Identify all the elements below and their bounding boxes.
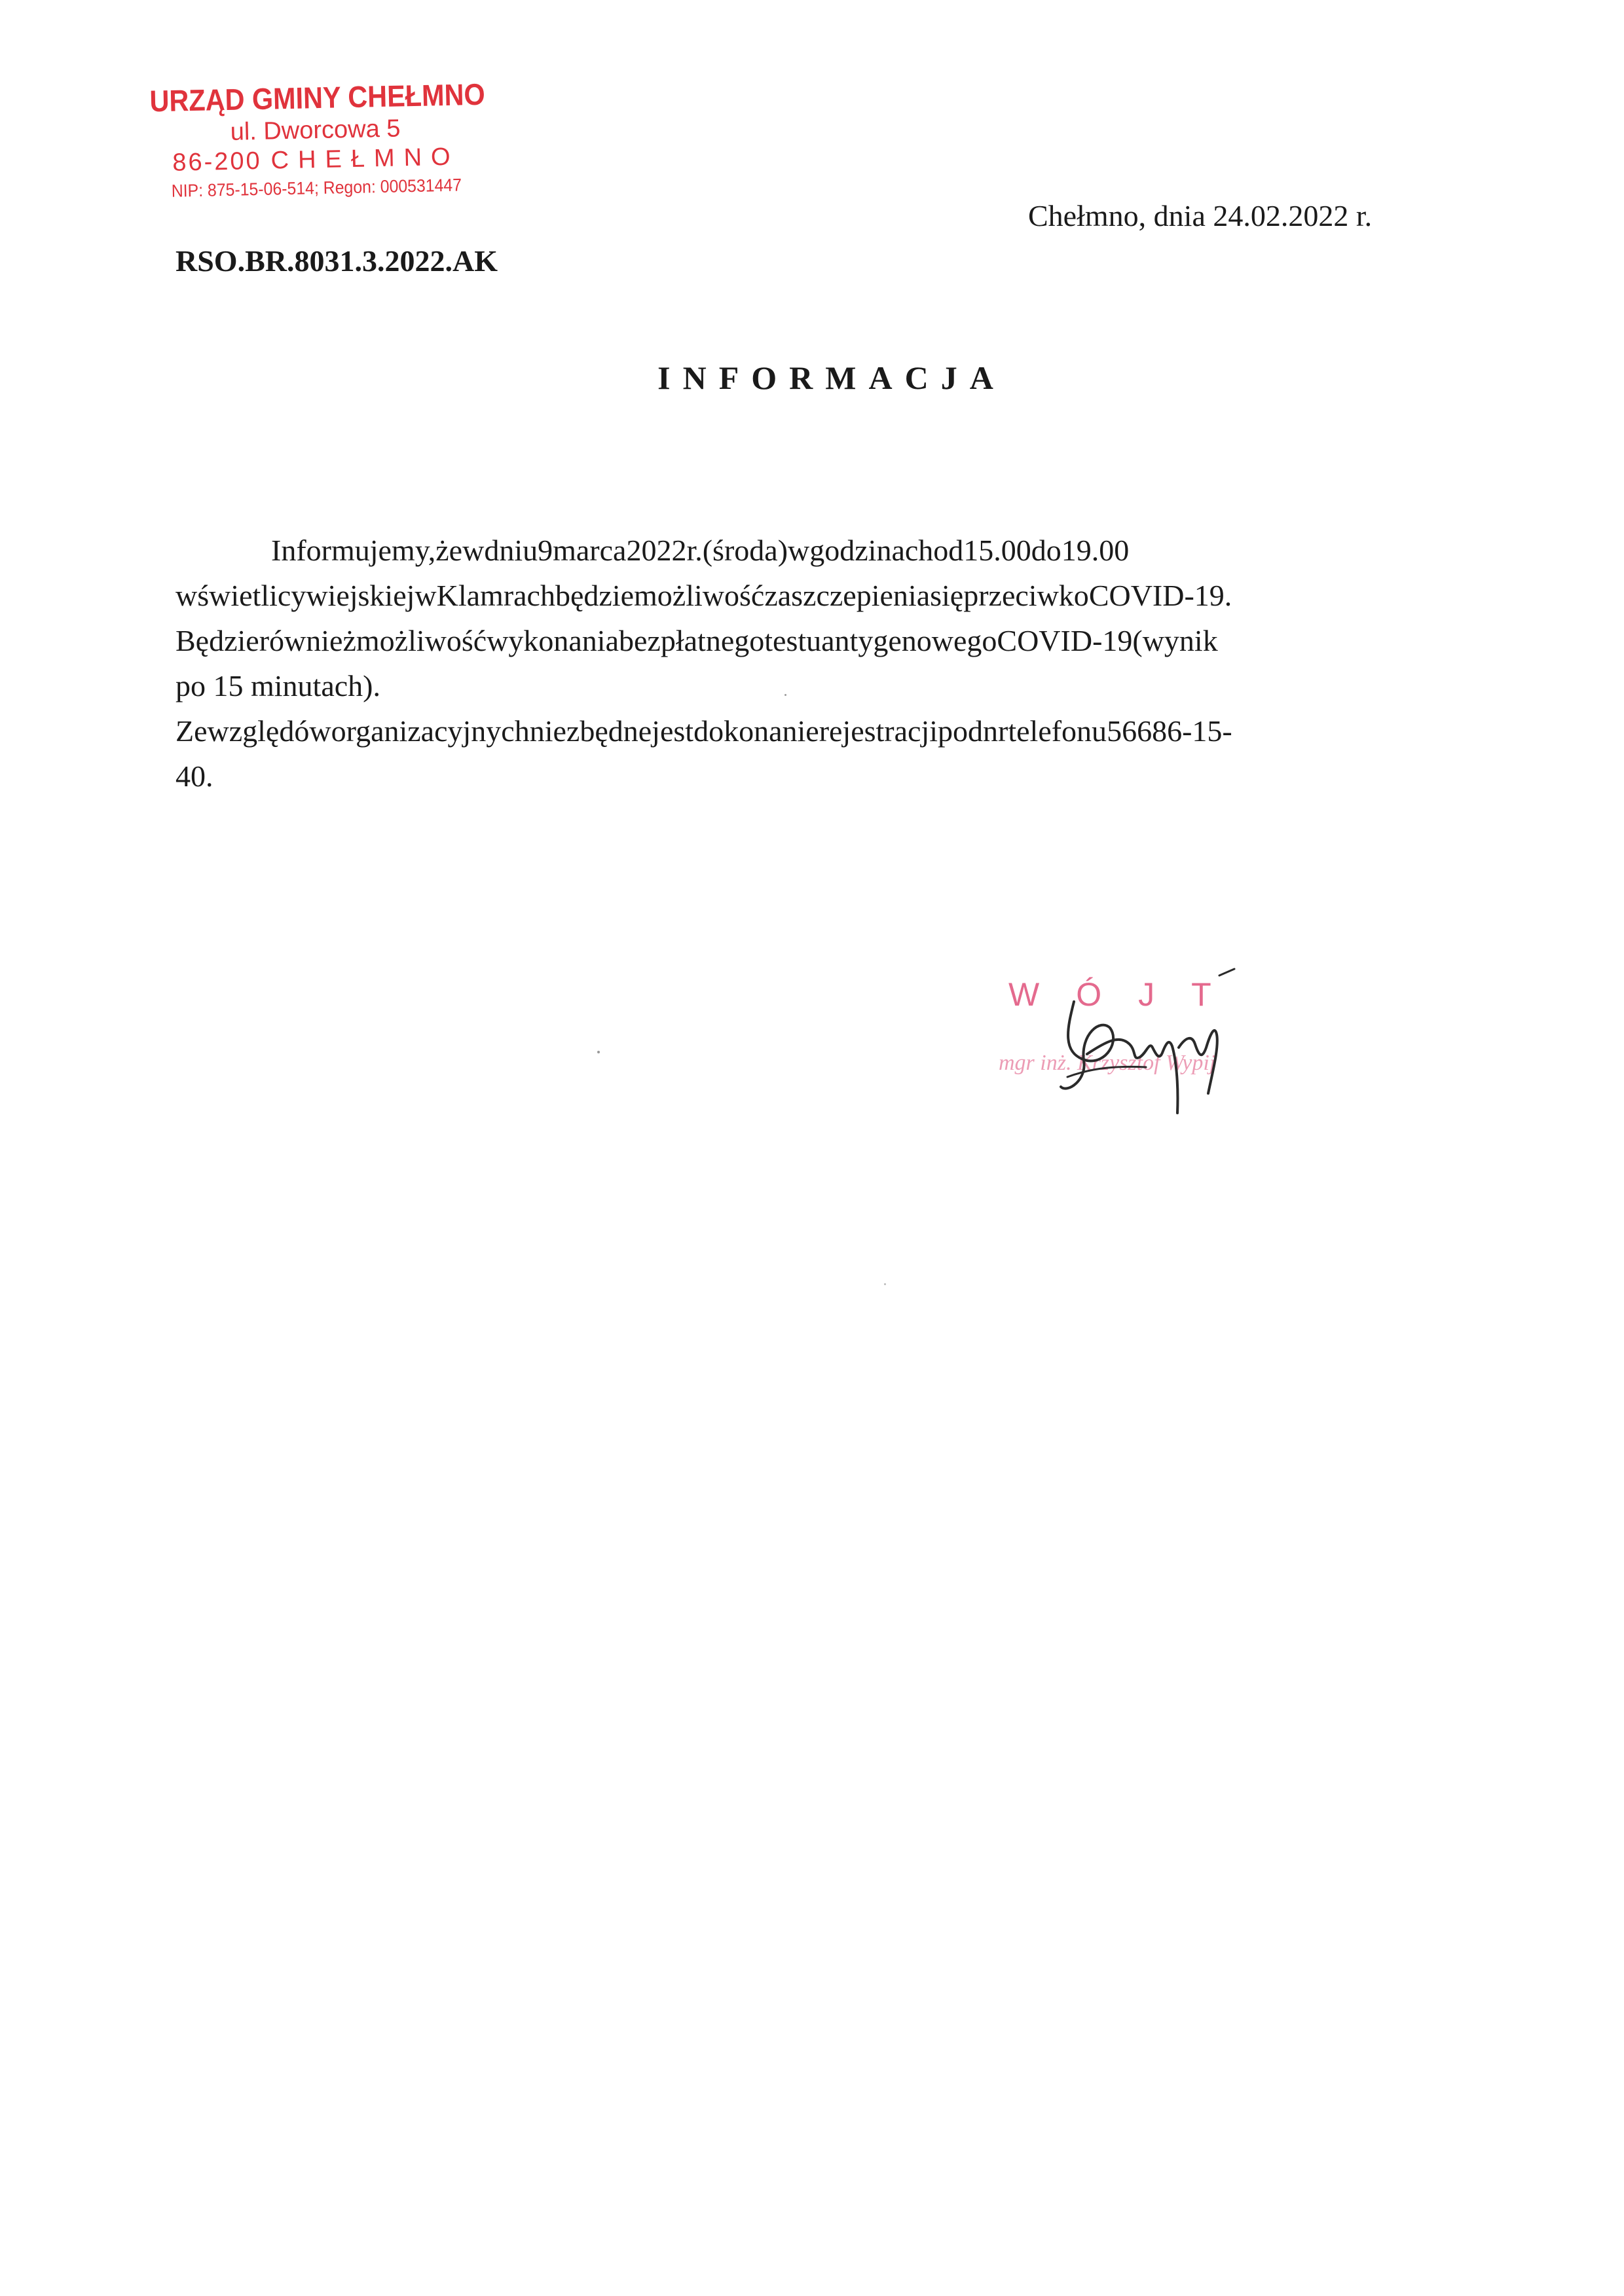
body-line bbox=[175, 528, 1410, 573]
body-word: rejestracji bbox=[819, 714, 938, 748]
body-word: telefonu bbox=[1008, 714, 1107, 748]
body-word: Klamrach bbox=[436, 579, 555, 612]
body-word: bezpłatnego bbox=[619, 624, 765, 657]
body-word: marca bbox=[553, 534, 627, 567]
body-word: możliwość bbox=[356, 624, 487, 657]
body-word: w bbox=[788, 534, 810, 567]
body-word: 9 bbox=[538, 534, 553, 567]
document-title: INFORMACJA bbox=[657, 359, 1006, 396]
scan-speck bbox=[784, 694, 786, 696]
body-word: od bbox=[933, 534, 964, 567]
body-word: 2022 bbox=[626, 534, 687, 567]
body-word: godzinach bbox=[809, 534, 934, 567]
body-word: COVID-19 bbox=[997, 624, 1133, 657]
body-word: COVID-19. bbox=[1088, 579, 1232, 612]
body-word: zaszczepienia bbox=[764, 579, 931, 612]
body-word: pod bbox=[938, 714, 984, 748]
body-word: dniu bbox=[484, 534, 538, 567]
body-word: testu bbox=[764, 624, 822, 657]
body-line-text: 40. bbox=[175, 759, 213, 793]
office-stamp bbox=[131, 76, 500, 202]
body-word: (wynik bbox=[1132, 624, 1218, 657]
stamp-office-name: URZĄD GMINY CHEŁMNO bbox=[149, 77, 486, 118]
body-word: Będzie bbox=[175, 624, 259, 657]
body-word: również bbox=[259, 624, 356, 657]
signature-stamp-name: mgr inż. Krzysztof Wypij bbox=[999, 1051, 1216, 1075]
place-date: Chełmno, dnia 24.02.2022 r. bbox=[1028, 199, 1373, 232]
scan-speck bbox=[597, 1051, 600, 1053]
stamp-postal-code: 86-200 bbox=[172, 147, 263, 177]
body-word: (środa) bbox=[702, 534, 788, 567]
stamp-city-line bbox=[132, 142, 500, 178]
body-line bbox=[175, 754, 1410, 799]
body-word: Informujemy, bbox=[271, 534, 436, 567]
body-word: wiejskiej bbox=[306, 579, 415, 612]
body-line bbox=[175, 708, 1410, 754]
body-word: do bbox=[1031, 534, 1061, 567]
body-word: w bbox=[175, 579, 198, 612]
body-line-text: po 15 minutach). bbox=[175, 669, 380, 702]
body-word: możliwość bbox=[634, 579, 765, 612]
body-line bbox=[175, 663, 1410, 708]
stamp-street: ul. Dworcowa 5 bbox=[230, 115, 401, 146]
body-text bbox=[175, 528, 1410, 799]
body-word: względów bbox=[207, 714, 331, 748]
body-line bbox=[175, 573, 1410, 618]
body-word: będzie bbox=[555, 579, 635, 612]
body-word: niezbędne bbox=[529, 714, 652, 748]
stamp-ids: NIP: 875-15-06-514; Regon: 000531447 bbox=[171, 175, 462, 201]
handwritten-signature bbox=[1048, 962, 1283, 1126]
scan-speck bbox=[884, 1283, 886, 1285]
body-word: 19.00 bbox=[1061, 534, 1130, 567]
body-word: przeciwko bbox=[963, 579, 1089, 612]
body-word: się bbox=[930, 579, 964, 612]
body-word: że bbox=[435, 534, 463, 567]
body-word: wykonania bbox=[487, 624, 619, 657]
body-word: nr bbox=[983, 714, 1008, 748]
body-word: antygenowego bbox=[821, 624, 997, 657]
body-word: Ze bbox=[175, 714, 208, 748]
body-word: 686-15- bbox=[1137, 714, 1232, 748]
stamp-city: CHEŁMNO bbox=[270, 143, 460, 175]
body-word: w bbox=[415, 579, 437, 612]
body-word: 15.00 bbox=[963, 534, 1031, 567]
signature-stamp-title: WÓJT bbox=[1008, 976, 1248, 1013]
body-word: jest bbox=[652, 714, 694, 748]
body-line bbox=[175, 618, 1410, 663]
body-word: w bbox=[462, 534, 485, 567]
body-word: 56 bbox=[1107, 714, 1137, 748]
body-word: dokonanie bbox=[693, 714, 819, 748]
reference-number: RSO.BR.8031.3.2022.AK bbox=[175, 244, 498, 278]
body-word: świetlicy bbox=[197, 579, 306, 612]
body-word: r. bbox=[686, 534, 703, 567]
body-word: organizacyjnych bbox=[331, 714, 530, 748]
